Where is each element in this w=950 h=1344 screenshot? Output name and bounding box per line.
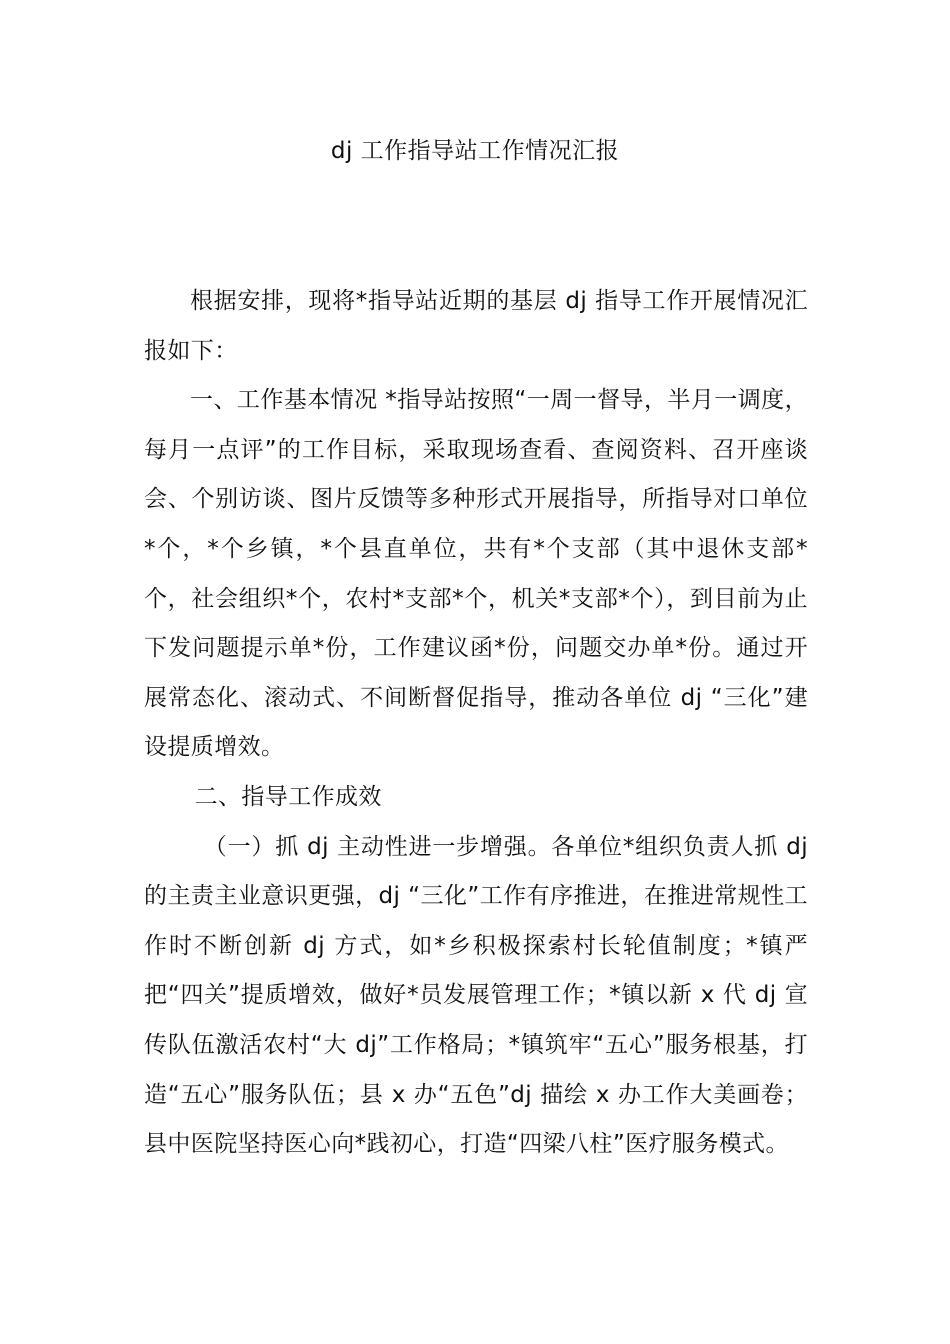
intro-paragraph: 根据安排，现将*指导站近期的基层 dj 指导工作开展情况汇报如下： bbox=[144, 288, 808, 364]
section-two-heading: 二、指导工作成效 bbox=[194, 783, 382, 810]
document-body bbox=[144, 277, 808, 1170]
section-one-paragraph: 一、工作基本情况 *指导站按照“一周一督导，半月一调度，每月一点评”的工作目标，采取现场查看、查阅资料、召开座谈会、个别访谈、图片反馈等多种形式开展指导，所指导对口单位*个，*个乡镇，*个县直单位，共有*个支部（其中退休支部*个，社会组织*个，农村*支部*个，机关*支部*个），到目前为止下发问题提示单*份，工作建议函*份，问题交办单*份。通过开展常态化、滚动式、不间断督促指导，推动各单位 dj “三化”建设提质增效。 bbox=[144, 387, 808, 761]
subsection-one-paragraph: （一）抓 dj 主动性进一步增强。各单位*组织负责人抓 dj 的主责主业意识更强，dj “三化”工作有序推进，在推进常规性工作时不断创新 dj 方式，如*乡积极探索村长轮值制度；*镇严把“四关”提质增效，做好*员发展管理工作；*镇以新 x 代 dj 宣传队伍激活农村“大 dj”工作格局；*镇筑牢“五心”服务根基，打造“五心”服务队伍；县 x 办“五色”dj 描绘 x 办工作大美画卷；县中医院坚持医心向*践初心，打造“四梁八柱”医疗服务模式。 bbox=[144, 833, 808, 1158]
document-title: dj 工作指导站工作情况汇报 bbox=[330, 138, 620, 164]
